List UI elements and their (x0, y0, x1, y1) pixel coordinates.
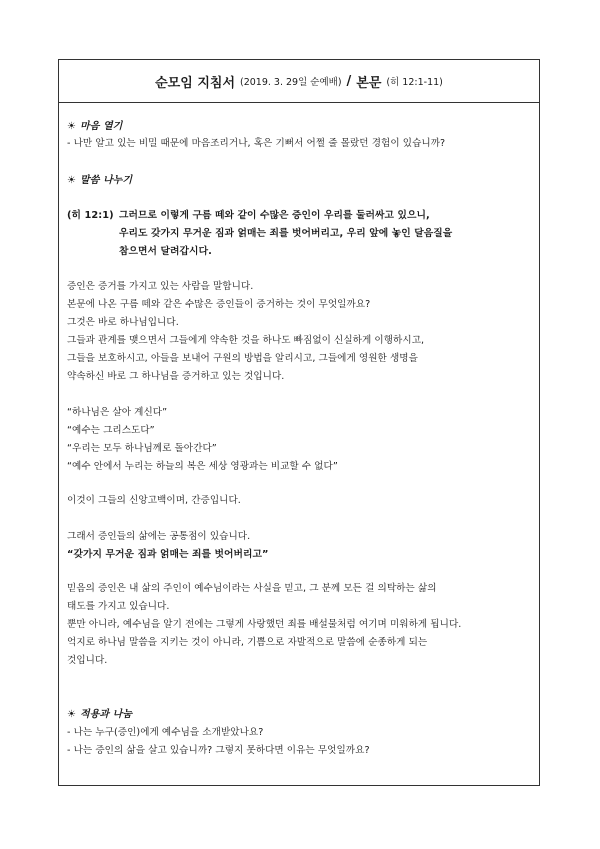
sun-icon: ☀ (67, 709, 77, 720)
application-question: - 나는 증인의 삶을 살고 있습니까? 그렇지 못하다면 이유는 무엇일까요? (67, 745, 370, 756)
closing-line: 태도를 가지고 있습니다. (67, 601, 170, 612)
sun-icon: ☀ (67, 121, 77, 132)
section-title: 적용과 나눔 (80, 709, 133, 720)
title-bar (59, 60, 539, 103)
document-page (58, 59, 540, 786)
body-paragraph-line: 그들을 보호하시고, 아들을 보내어 구원의 방법을 알리시고, 그들에게 영원한 생명을 (67, 353, 418, 364)
closing-line: 것입니다. (67, 655, 108, 666)
confession-line: 이것이 그들의 신앙고백이며, 간증입니다. (67, 495, 241, 506)
verse-line: 참으면서 달려갑시다. (119, 246, 212, 257)
body-paragraph-line: 그들과 관계를 맺으면서 그들에게 약속한 것을 하나도 빠짐없이 신실하게 이행하시고, (67, 335, 425, 346)
section-heading-application (67, 708, 132, 721)
common-line: 그래서 증인들의 삶에는 공통점이 있습니다. (67, 531, 251, 542)
section-title: 마음 열기 (80, 121, 123, 132)
verse-line: 우리도 갖가지 무거운 짐과 얽매는 죄를 벗어버리고, 우리 앞에 놓인 달음질을 (119, 228, 453, 239)
service-date: (2019. 3. 29일 순예배) (240, 77, 342, 88)
application-question: - 나는 누구(증인)에게 예수님을 소개받았나요? (67, 727, 264, 738)
section-heading-opening (67, 120, 122, 133)
body-paragraph-line: 본문에 나온 구름 떼와 같은 수많은 증인들이 증거하는 것이 무엇일까요? (67, 299, 371, 310)
quote-line: “우리는 모두 하나님께로 돌아간다” (67, 443, 217, 454)
body-paragraph-line: 증인은 증거를 가지고 있는 사람을 말합니다. (67, 281, 254, 292)
verse-ref: (히 12:1) (67, 210, 114, 221)
sun-icon: ☀ (67, 175, 77, 186)
closing-line: 뿐만 아니라, 예수님을 알기 전에는 그렇게 사랑했던 죄를 배설물처럼 여기며 미워하게 됩니다. (67, 619, 462, 630)
verse-line: 그러므로 이렇게 구름 떼와 같이 수많은 증인이 우리를 둘러싸고 있으니, (119, 210, 430, 221)
body-paragraph-line: 그것은 바로 하나님입니다. (67, 317, 179, 328)
closing-line: 억지로 하나님 말씀을 지키는 것이 아니라, 기쁨으로 자발적으로 말씀에 순종하게 되는 (67, 637, 428, 648)
section-label: 본문 (356, 75, 382, 91)
section-heading-sharing (67, 174, 132, 187)
quote-line: “예수 안에서 누리는 하늘의 복은 세상 영광과는 비교할 수 없다” (67, 461, 338, 472)
closing-line: 믿음의 증인은 내 삶의 주인이 예수님이라는 사실을 믿고, 그 분께 모든 걸 의탁하는 삶의 (67, 583, 437, 594)
quote-line: “예수는 그리스도다” (67, 425, 155, 436)
opening-question: - 나만 알고 있는 비밀 때문에 마음조리거나, 혹은 기뻐서 어쩔 줄 몰랐던 경험이 있습니까? (67, 138, 446, 149)
section-title: 말씀 나누기 (80, 175, 133, 186)
quote-line: “하나님은 살아 계신다” (67, 407, 168, 418)
common-emphasis: “갖가지 무거운 짐과 얽매는 죄를 벗어버리고” (67, 549, 269, 560)
title-separator: / (346, 73, 352, 89)
scripture-reference: (히 12:1-11) (386, 77, 443, 88)
body-paragraph-line: 약속하신 바로 그 하나님을 증거하고 있는 것입니다. (67, 371, 285, 382)
document-title: 순모임 지침서 (155, 75, 235, 91)
